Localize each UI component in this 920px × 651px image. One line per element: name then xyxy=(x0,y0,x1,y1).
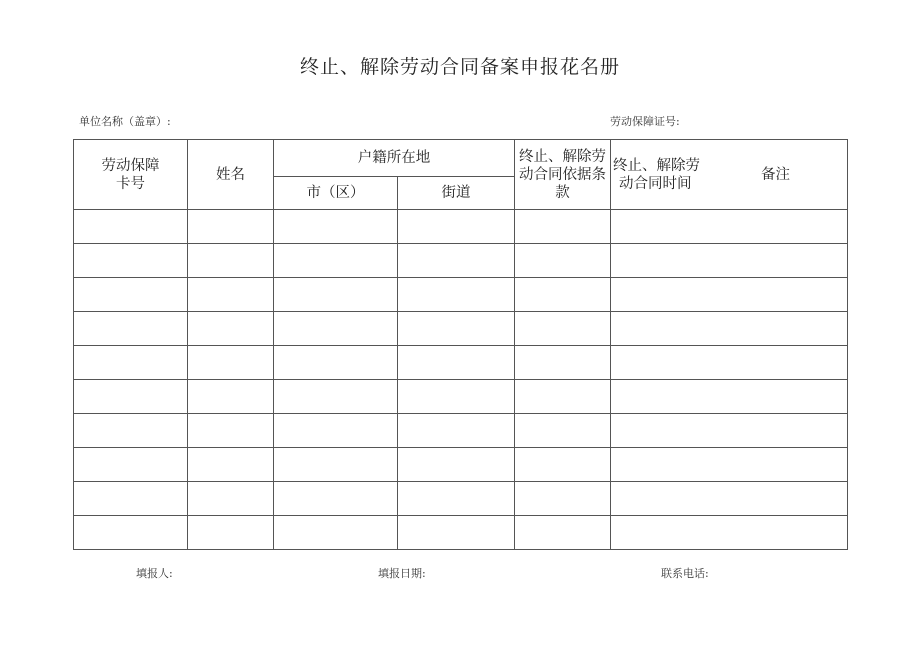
city-cell[interactable] xyxy=(274,244,398,278)
street-cell[interactable] xyxy=(398,516,515,550)
street-cell[interactable] xyxy=(398,448,515,482)
date-label: 填报日期: xyxy=(378,567,426,580)
time-remarks-cell[interactable] xyxy=(611,414,848,448)
city-cell[interactable] xyxy=(274,516,398,550)
name-cell[interactable] xyxy=(188,346,274,380)
header-row-1 xyxy=(74,140,848,177)
card-number-cell[interactable] xyxy=(74,278,188,312)
basis-cell[interactable] xyxy=(515,244,611,278)
name-cell[interactable] xyxy=(188,448,274,482)
header-city-text: 市（区） xyxy=(306,185,365,201)
name-cell[interactable] xyxy=(188,380,274,414)
name-cell[interactable] xyxy=(188,210,274,244)
header-residence-text: 户籍所在地 xyxy=(357,150,431,166)
header-time-line2: 动合同时间 xyxy=(619,175,692,192)
name-cell[interactable] xyxy=(188,278,274,312)
header-basis-line3: 款 xyxy=(555,184,570,201)
table-row xyxy=(74,414,848,448)
card-number-cell[interactable] xyxy=(74,380,188,414)
card-number-cell[interactable] xyxy=(74,210,188,244)
time-remarks-cell[interactable] xyxy=(611,380,848,414)
header-basis-line1: 终止、解除劳 xyxy=(519,148,606,165)
city-cell[interactable] xyxy=(274,380,398,414)
table-row xyxy=(74,380,848,414)
street-cell[interactable] xyxy=(398,278,515,312)
header-basis-line2: 动合同依据条 xyxy=(519,166,606,183)
city-cell[interactable] xyxy=(274,482,398,516)
city-cell[interactable] xyxy=(274,448,398,482)
header-time-remarks xyxy=(611,140,848,210)
header-time-line1: 终止、解除劳 xyxy=(613,157,700,174)
street-cell[interactable] xyxy=(398,244,515,278)
table-row xyxy=(74,244,848,278)
header-street xyxy=(398,177,515,210)
header-name-text: 姓名 xyxy=(216,166,245,183)
header-remarks: 备注 xyxy=(761,167,790,183)
card-number-cell[interactable] xyxy=(74,516,188,550)
time-remarks-cell[interactable] xyxy=(611,278,848,312)
name-cell[interactable] xyxy=(188,312,274,346)
table-row xyxy=(74,210,848,244)
time-remarks-cell[interactable] xyxy=(611,482,848,516)
basis-cell[interactable] xyxy=(515,482,611,516)
filler-label: 填报人: xyxy=(136,567,173,580)
header-basis xyxy=(515,140,611,210)
card-number-cell[interactable] xyxy=(74,448,188,482)
header-card-line1: 劳动保障 xyxy=(101,157,160,174)
card-number-cell[interactable] xyxy=(74,346,188,380)
basis-cell[interactable] xyxy=(515,210,611,244)
table-row xyxy=(74,448,848,482)
basis-cell[interactable] xyxy=(515,278,611,312)
city-cell[interactable] xyxy=(274,414,398,448)
city-cell[interactable] xyxy=(274,210,398,244)
time-remarks-cell[interactable] xyxy=(611,448,848,482)
time-remarks-cell[interactable] xyxy=(611,346,848,380)
table-row xyxy=(74,516,848,550)
street-cell[interactable] xyxy=(398,210,515,244)
table-row xyxy=(74,312,848,346)
basis-cell[interactable] xyxy=(515,448,611,482)
card-number-cell[interactable] xyxy=(74,482,188,516)
phone-label: 联系电话: xyxy=(661,567,709,580)
city-cell[interactable] xyxy=(274,346,398,380)
basis-cell[interactable] xyxy=(515,414,611,448)
street-cell[interactable] xyxy=(398,414,515,448)
basis-cell[interactable] xyxy=(515,380,611,414)
time-remarks-cell[interactable] xyxy=(611,516,848,550)
street-cell[interactable] xyxy=(398,380,515,414)
table-row xyxy=(74,482,848,516)
card-number-cell[interactable] xyxy=(74,414,188,448)
labor-cert-label: 劳动保障证号: xyxy=(610,115,680,128)
street-cell[interactable] xyxy=(398,482,515,516)
table-row xyxy=(74,346,848,380)
basis-cell[interactable] xyxy=(515,516,611,550)
register-table xyxy=(73,139,848,550)
street-cell[interactable] xyxy=(398,346,515,380)
name-cell[interactable] xyxy=(188,414,274,448)
table-row xyxy=(74,278,848,312)
street-cell[interactable] xyxy=(398,312,515,346)
header-city xyxy=(274,177,398,210)
city-cell[interactable] xyxy=(274,278,398,312)
basis-cell[interactable] xyxy=(515,346,611,380)
page-title: 终止、解除劳动合同备案申报花名册 xyxy=(299,56,620,78)
table-body xyxy=(74,210,848,550)
name-cell[interactable] xyxy=(188,482,274,516)
name-cell[interactable] xyxy=(188,516,274,550)
city-cell[interactable] xyxy=(274,312,398,346)
name-cell[interactable] xyxy=(188,244,274,278)
basis-cell[interactable] xyxy=(515,312,611,346)
header-street-text: 街道 xyxy=(441,185,471,201)
header-name xyxy=(188,140,274,210)
card-number-cell[interactable] xyxy=(74,312,188,346)
header-card-line2: 卡号 xyxy=(116,175,145,192)
header-residence xyxy=(274,140,515,177)
time-remarks-cell[interactable] xyxy=(611,210,848,244)
time-remarks-cell[interactable] xyxy=(611,244,848,278)
header-card-number xyxy=(74,140,188,210)
card-number-cell[interactable] xyxy=(74,244,188,278)
unit-name-label: 单位名称（盖章）: xyxy=(79,115,171,128)
time-remarks-cell[interactable] xyxy=(611,312,848,346)
